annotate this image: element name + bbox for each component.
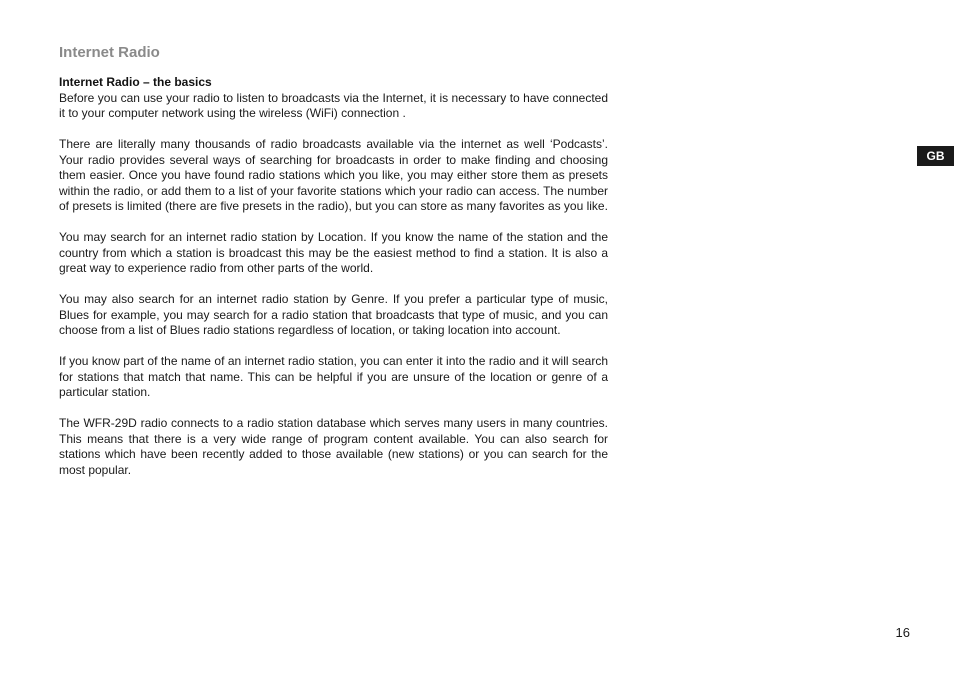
section-title: Internet Radio xyxy=(59,44,160,61)
page-number: 16 xyxy=(895,625,910,640)
language-tab: GB xyxy=(917,146,954,166)
paragraph-search-location: You may search for an internet radio station by Location. If you know the name of the station and the country from which a station is broadcast this may be the easiest method to find a station. It is also a great way to experience radio from other parts of the world. xyxy=(59,230,608,275)
paragraph-broadcasts-presets: There are literally many thousands of radio broadcasts available via the internet as well ‘Podcasts’. Your radio provides several ways of searching for broadcasts in order to make finding and choosing them easier. Once you have found radio stations which you like, you may either store them as presets within the radio, or add them to a list of your favorite stations which your radio can access. The number of presets is limited (there are five presets in the radio), but you can store as many favorites as you like. xyxy=(59,137,608,213)
paragraph-search-genre: You may also search for an internet radio station by Genre. If you prefer a particular type of music, Blues for example, you may search for a radio station that broadcasts that type of music, and you can choose from a list of Blues radio stations regardless of location, or taking location into account. xyxy=(59,292,608,337)
paragraph-station-database: The WFR-29D radio connects to a radio station database which serves many users in many countries. This means that there is a very wide range of program content available. You can also search for stations which have been recently added to those available (new stations) or you can search for the most popular. xyxy=(59,416,608,477)
main-content xyxy=(59,75,608,494)
paragraph-wifi-requirement: Before you can use your radio to listen to broadcasts via the Internet, it is necessary to have connected it to your computer network using the wireless (WiFi) connection . xyxy=(59,90,608,120)
subheading: Internet Radio – the basics xyxy=(59,75,212,89)
paragraph-search-name: If you know part of the name of an internet radio station, you can enter it into the radio and it will search for stations that match that name. This can be helpful if you are unsure of the location or genre of a particular station. xyxy=(59,354,608,399)
